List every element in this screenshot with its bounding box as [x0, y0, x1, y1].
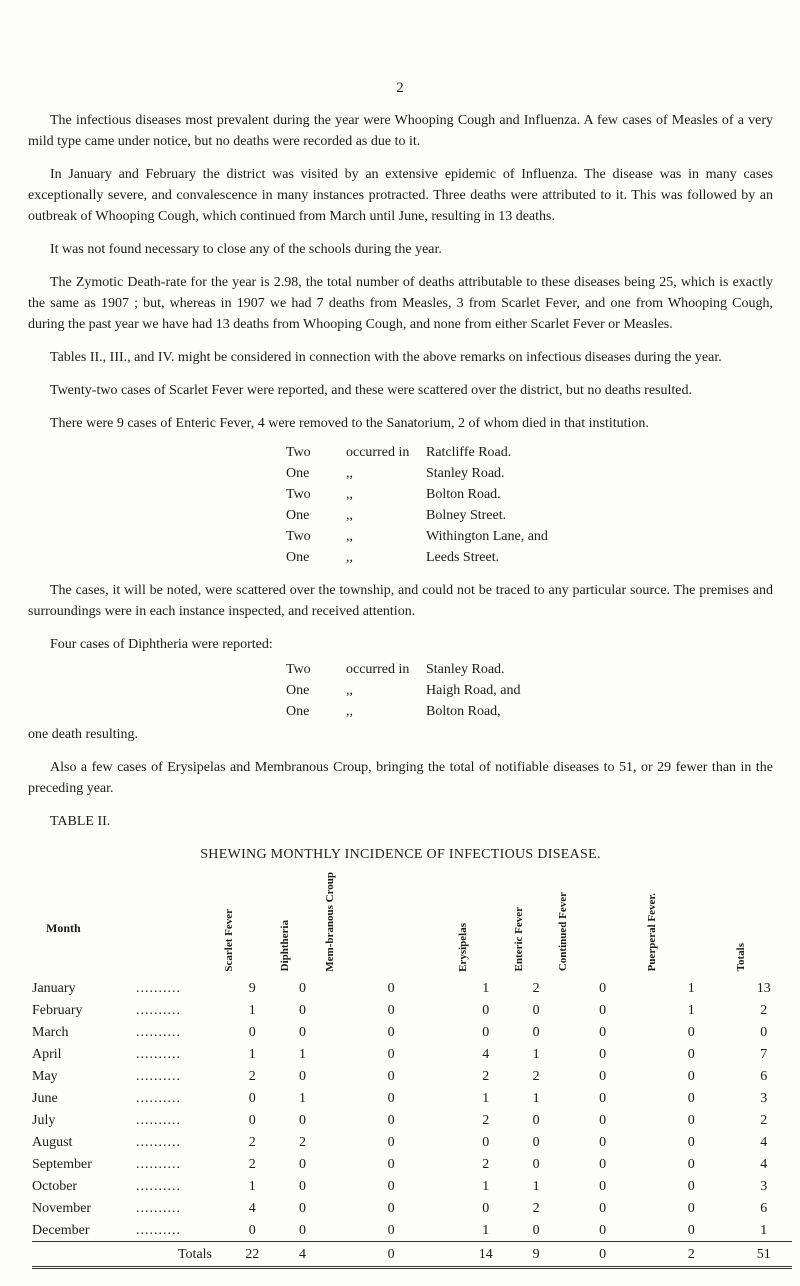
table-cell: 51: [736, 1242, 792, 1268]
table-cell: 6: [760, 1068, 768, 1084]
table-cell: 2: [647, 1242, 736, 1268]
diphtheria-locations-list: [286, 659, 773, 722]
table-cell: 0: [687, 1222, 695, 1238]
month-cell: April ..........: [32, 1046, 181, 1062]
column-header: Totals: [734, 943, 747, 972]
table-cell: 1: [687, 980, 695, 996]
table-cell: 0: [599, 1068, 607, 1084]
table-cell: 0: [387, 980, 395, 996]
table-row: [32, 1087, 792, 1109]
table-cell: 0: [482, 1002, 490, 1018]
table-cell: 0: [599, 1134, 607, 1150]
table-cell: 1: [687, 1002, 695, 1018]
table-cell: 0: [599, 1112, 607, 1128]
column-header: Continued Fever: [557, 892, 570, 972]
table-cell: 0: [299, 1068, 307, 1084]
month-cell: December ..........: [32, 1222, 181, 1238]
table-row: [32, 1109, 792, 1131]
table-cell: 0: [248, 1090, 256, 1106]
column-header: Erysipelas: [456, 922, 469, 972]
table-cell: 9: [248, 980, 256, 996]
paragraph: There were 9 cases of Enteric Fever, 4 were removed to the Sanatorium, 2 of whom died in that institution.: [50, 416, 649, 431]
table-cell: 1: [482, 980, 490, 996]
table-cell: 0: [482, 1134, 490, 1150]
month-cell: November ..........: [32, 1200, 181, 1216]
table-cell: 0: [325, 1242, 458, 1268]
table-cell: 0: [532, 1112, 540, 1128]
table-cell: 0: [687, 1134, 695, 1150]
table-cell: 13: [756, 980, 771, 996]
table-title: SHEWING MONTHLY INCIDENCE OF INFECTIOUS DISEASE.: [200, 847, 601, 862]
table-cell: 0: [387, 1068, 395, 1084]
table-cell: 2: [482, 1112, 490, 1128]
table-cell: 2: [299, 1134, 307, 1150]
table-cell: 0: [687, 1024, 695, 1040]
table-cell: 0: [299, 1024, 307, 1040]
month-cell: May ..........: [32, 1068, 181, 1084]
table-cell: 0: [760, 1024, 768, 1040]
table-cell: 3: [760, 1178, 768, 1194]
list-item: Two ,, Withington Lane, and: [286, 529, 548, 544]
table-cell: 0: [299, 1178, 307, 1194]
table-row: [32, 1131, 792, 1153]
table-cell: 6: [760, 1200, 768, 1216]
table-cell: 0: [299, 1222, 307, 1238]
report-body: [28, 110, 773, 1269]
table-cell: 0: [532, 1024, 540, 1040]
paragraph: Twenty-two cases of Scarlet Fever were reported, and these were scattered over the district, but no deaths resulted.: [50, 383, 692, 398]
table-cell: 0: [599, 1002, 607, 1018]
table-cell: 1: [532, 1178, 540, 1194]
table-cell: 1: [482, 1178, 490, 1194]
table-cell: 0: [299, 1200, 307, 1216]
column-header: Mem-branous Croup: [323, 871, 336, 972]
table-cell: 0: [599, 1200, 607, 1216]
table-row: [32, 1065, 792, 1087]
paragraph: The Zymotic Death-rate for the year is 2.98, the total number of deaths attributable to these diseases being 25, which is exactly the same as 1907 ; but, whereas in 1907 we had 7 deaths from Measles, 3 from Scarlet Fever, and one from Whooping Cough, during the past year we have had 13 deaths from Whooping Cough, and none from either Scarlet Fever or Measles.: [28, 275, 773, 332]
table-cell: 0: [387, 1222, 395, 1238]
totals-row: [32, 1242, 792, 1268]
list-item: Two occurred in Stanley Road.: [286, 662, 505, 677]
table-cell: 0: [299, 1112, 307, 1128]
table-row: [32, 999, 792, 1021]
table-cell: 4: [760, 1156, 768, 1172]
table-row: [32, 1043, 792, 1065]
table-cell: 0: [687, 1156, 695, 1172]
table-cell: 2: [532, 1068, 540, 1084]
table-cell: 2: [248, 1068, 256, 1084]
list-item: Two ,, Bolton Road.: [286, 487, 501, 502]
paragraph: The infectious diseases most prevalent during the year were Whooping Cough and Influenza. A few cases of Measles of a very mild type came under notice, but no deaths were recorded as due to it.: [28, 113, 773, 149]
table-cell: 0: [387, 1178, 395, 1194]
table-cell: 1: [248, 1046, 256, 1062]
paragraph: one death resulting.: [28, 727, 139, 742]
table-cell: 4: [760, 1134, 768, 1150]
table-cell: 0: [387, 1090, 395, 1106]
list-item: One ,, Stanley Road.: [286, 466, 505, 481]
table-cell: 0: [387, 1134, 395, 1150]
table-cell: 0: [599, 980, 607, 996]
table-cell: 0: [687, 1200, 695, 1216]
list-item: One ,, Haigh Road, and: [286, 683, 521, 698]
list-item: One ,, Bolney Street.: [286, 508, 507, 523]
month-cell: June ..........: [32, 1090, 181, 1106]
table-cell: 0: [387, 1024, 395, 1040]
table-cell: 0: [482, 1200, 490, 1216]
table-cell: 1: [482, 1090, 490, 1106]
table-cell: 0: [387, 1112, 395, 1128]
table-row: [32, 1175, 792, 1197]
table-cell: 7: [760, 1046, 768, 1062]
table-cell: 2: [482, 1068, 490, 1084]
column-header: Scarlet Fever: [223, 908, 235, 972]
table-cell: 1: [248, 1002, 256, 1018]
table-cell: 4: [482, 1046, 490, 1062]
table-row: [32, 977, 792, 999]
column-header: Enteric Fever: [513, 907, 525, 972]
table-cell: 0: [687, 1046, 695, 1062]
month-cell: March ..........: [32, 1024, 181, 1040]
table-cell: 0: [599, 1046, 607, 1062]
table-label: TABLE II.: [50, 814, 111, 829]
incidence-table: [32, 871, 792, 1269]
paragraph: The cases, it will be noted, were scattered over the township, and could not be traced to any particular source. The premises and surroundings were in each instance inspected, and received attention.: [28, 583, 773, 619]
table-cell: 0: [387, 1002, 395, 1018]
table-cell: 9: [514, 1242, 558, 1268]
list-item: One ,, Bolton Road,: [286, 704, 501, 719]
table-cell: 1: [482, 1222, 490, 1238]
table-cell: 0: [599, 1024, 607, 1040]
totals-label: Totals: [32, 1242, 224, 1268]
table-cell: 0: [687, 1112, 695, 1128]
month-cell: September ..........: [32, 1156, 181, 1172]
table-cell: 0: [387, 1046, 395, 1062]
table-cell: 2: [760, 1002, 768, 1018]
table-row: [32, 1021, 792, 1043]
table-cell: 0: [532, 1002, 540, 1018]
list-item: One ,, Leeds Street.: [286, 550, 500, 565]
table-cell: 0: [599, 1178, 607, 1194]
table-cell: 1: [532, 1090, 540, 1106]
table-cell: 1: [299, 1046, 307, 1062]
month-cell: February ..........: [32, 1002, 181, 1018]
table-cell: 14: [458, 1242, 514, 1268]
table-cell: 3: [760, 1090, 768, 1106]
paragraph: In January and February the district was visited by an extensive epidemic of Influenza. The disease was in many cases exceptionally severe, and convalescence in many instances protracted. Three deaths were attributed to it. This was followed by an outbreak of Whooping Cough, which continued from March until June, resulting in 13 deaths.: [28, 167, 773, 224]
table-cell: 0: [532, 1134, 540, 1150]
month-cell: August ..........: [32, 1134, 181, 1150]
enteric-locations-list: [286, 442, 773, 568]
month-cell: July ..........: [32, 1112, 181, 1128]
table-cell: 0: [532, 1222, 540, 1238]
table-cell: 0: [248, 1112, 256, 1128]
table-row: [32, 1153, 792, 1175]
table-cell: 0: [299, 980, 307, 996]
table-cell: 0: [532, 1156, 540, 1172]
column-header: Puerperal Fever.: [645, 893, 658, 972]
table-row: [32, 1197, 792, 1219]
table-cell: 1: [248, 1178, 256, 1194]
table-row: [32, 1219, 792, 1242]
table-cell: 4: [280, 1242, 324, 1268]
month-cell: October ..........: [32, 1178, 181, 1194]
month-cell: January ..........: [32, 980, 181, 996]
table-cell: 0: [482, 1024, 490, 1040]
table-cell: 0: [599, 1222, 607, 1238]
page-number: 2: [396, 80, 404, 96]
table-cell: 1: [299, 1090, 307, 1106]
table-cell: 2: [532, 1200, 540, 1216]
month-column-header: Month: [46, 921, 81, 935]
table-cell: 0: [599, 1090, 607, 1106]
table-cell: 4: [248, 1200, 256, 1216]
table-cell: 0: [299, 1002, 307, 1018]
table-cell: 0: [248, 1024, 256, 1040]
table-header-row: [32, 871, 792, 977]
table-cell: 2: [248, 1156, 256, 1172]
table-cell: 0: [299, 1156, 307, 1172]
table-cell: 0: [687, 1090, 695, 1106]
table-cell: 2: [760, 1112, 768, 1128]
table-cell: 1: [760, 1222, 768, 1238]
table-cell: 0: [248, 1222, 256, 1238]
table-cell: 2: [532, 980, 540, 996]
paragraph: Tables II., III., and IV. might be considered in connection with the above remarks on infectious diseases during the year.: [50, 350, 722, 365]
paragraph: Also a few cases of Erysipelas and Membranous Croup, bringing the total of notifiable diseases to 51, or 29 fewer than in the preceding year.: [28, 760, 773, 796]
table-cell: 0: [558, 1242, 647, 1268]
column-header: Diphtheria: [279, 920, 292, 972]
table-cell: 0: [387, 1156, 395, 1172]
table-body: [32, 977, 792, 1242]
table-cell: 2: [482, 1156, 490, 1172]
table-cell: 0: [687, 1068, 695, 1084]
table-cell: 0: [687, 1178, 695, 1194]
table-cell: 2: [248, 1134, 256, 1150]
paragraph: It was not found necessary to close any of the schools during the year.: [50, 242, 442, 257]
paragraph: Four cases of Diphtheria were reported:: [50, 637, 273, 652]
table-cell: 22: [224, 1242, 280, 1268]
table-cell: 1: [532, 1046, 540, 1062]
table-cell: 0: [599, 1156, 607, 1172]
list-item: Two occurred in Ratcliffe Road.: [286, 445, 512, 460]
table-cell: 0: [387, 1200, 395, 1216]
